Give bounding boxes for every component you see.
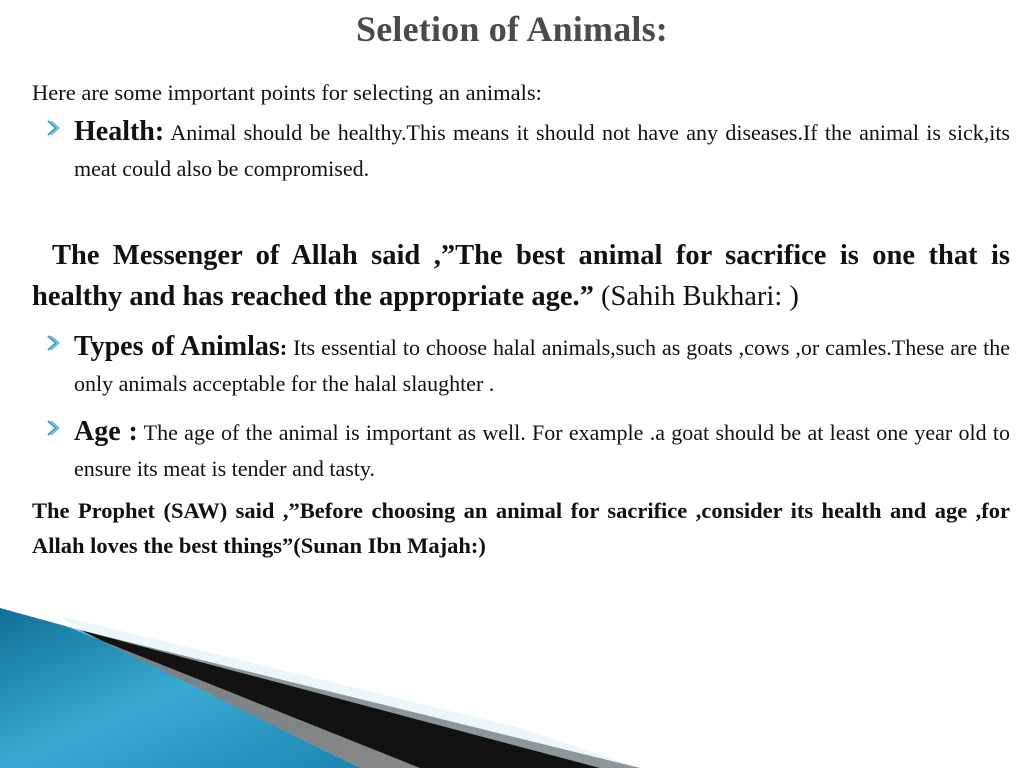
bullet-text: The age of the animal is important as well. For example .a goat should be at least one year old to ensure its meat is tender and tasty. [74,420,1010,481]
quote-text: The Messenger of Allah said ,”The best animal for sacrifice is one that is healthy and has reached the appropriate age.” [32,240,1010,312]
bullet-types [32,329,1010,402]
slide-content [32,78,1010,563]
bullet-age [32,414,1010,487]
intro-text: Here are some important points for selecting an animals: [32,80,542,105]
bullet-text: Animal should be healthy.This means it should not have any diseases.If the animal is sick,its meat could also be compromised. [74,120,1010,181]
bullet-text: Its essential to choose halal animals,such as goats ,cows ,or camles.These are the only animals acceptable for the halal slaughter . [74,335,1010,396]
hadith-quote [32,235,1010,317]
bullet-heading: Types of Animlas [74,331,280,362]
quote-source: (Sahih Bukhari: ) [593,281,799,312]
arrow-bullet-icon [46,118,60,138]
arrow-bullet-icon [46,418,60,438]
bullet-heading-colon: : [279,335,288,360]
bullet-heading: Age : [74,416,138,447]
arrow-bullet-icon [46,333,60,353]
bullet-health [32,114,1010,187]
bullet-heading: Health: [74,116,165,147]
slide-title: Seletion of Animals: [355,9,668,49]
closing-hadith: The Prophet (SAW) said ,”Before choosing an animal for sacrifice ,consider its health and age ,for Allah loves the best things”(Sunan Ibn Majah:) [32,498,1010,558]
corner-decoration [0,608,1024,768]
